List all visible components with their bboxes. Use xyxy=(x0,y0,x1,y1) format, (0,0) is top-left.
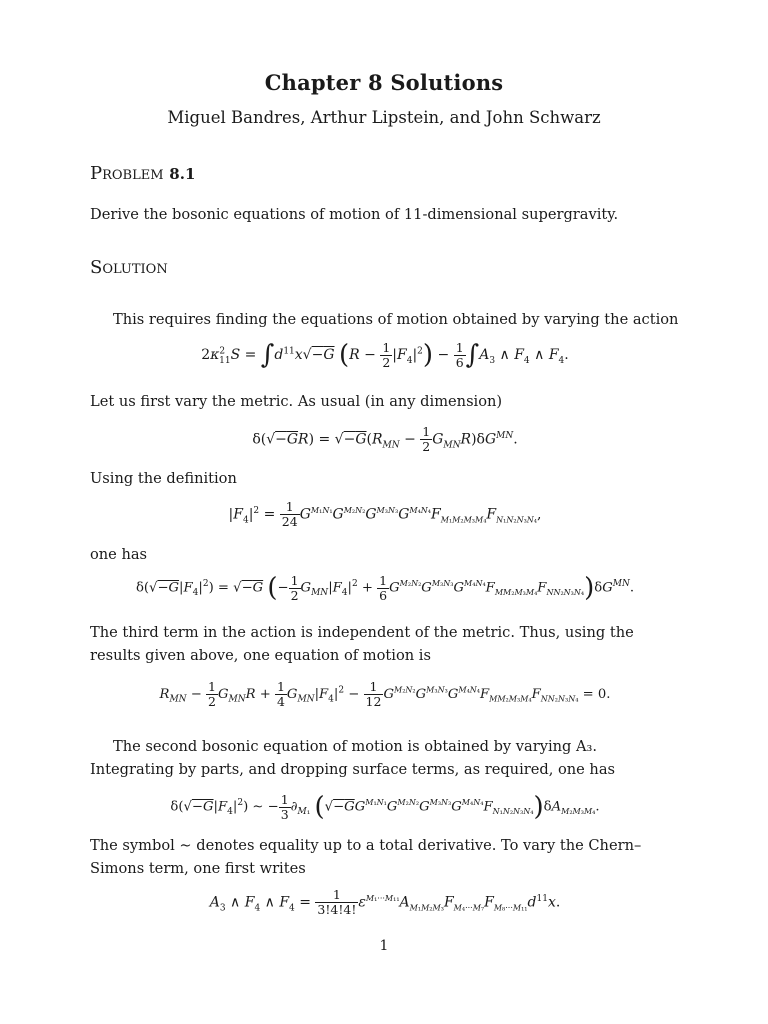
page-number: 1 xyxy=(379,938,389,954)
problem-statement: Derive the bosonic equations of motion of 11-dimensional supergravity. xyxy=(90,206,619,223)
paragraph-3: Using the definition xyxy=(90,470,237,487)
equation-metric-variation: $\delta(√-GR) = √-G(R_{MN}$ − $\frac{1}{2}$ $G_{MN}R)\delta G^{MN}$. xyxy=(252,424,518,454)
paragraph-5: The third term in the action is independent of the metric. Thus, using the results given above, one equation of motion is xyxy=(90,624,634,664)
solution-heading: Solution xyxy=(90,257,168,278)
problem-heading-label: Problem xyxy=(90,163,164,184)
paragraph-6: The second bosonic equation of motion is obtained by varying A₃. Integrating by parts, and dropping surface terms, as required, one has xyxy=(90,738,616,778)
equation-a3-variation: $\delta(√-G|F_4|^2)$ ∼ − $\frac{1}{3}$ $\partial_{M_1}$ $(√-GG^{M_1N_1}G^{M_2N_2}G^{M_3N_3}G^{M_4N_4}F_{N_1N_2N_3N_4})\delta A_{M_2M_3M_4}$. xyxy=(170,791,600,822)
problem-number: 8.1 xyxy=(169,165,196,183)
paragraph-1: This requires finding the equations of motion obtained by varying the action xyxy=(113,311,679,328)
equation-definition: $|F_4|^2$ = $\frac{1}{24}$ $G^{M_1N_1}G^{M_2N_2}G^{M_3N_3}G^{M_4N_4}F_{M_1M_2M_3M_4}F_{N_1N_2N_3N_4}$, xyxy=(228,499,542,529)
paragraph-2: Let us first vary the metric. As usual (in any dimension) xyxy=(90,393,503,410)
equation-motion-metric: $R_{MN}$ − $\frac{1}{2}$ $G_{MN}R$ + $\frac{1}{4}$ $G_{MN}|F_4|^2$ − $\frac{1}{12}$ $G^{M_2N_2}G^{M_3N_3}G^{M_4N_4}F_{MM_2M_3M_4}F_{NN_2N_3N_4} = 0$. xyxy=(159,679,611,709)
problem-heading xyxy=(90,163,195,184)
document-authors: Miguel Bandres, Arthur Lipstein, and John Schwarz xyxy=(167,108,601,127)
paragraph-7: The symbol ∼ denotes equality up to a total derivative. To vary the Chern–Simons term, one first writes xyxy=(90,837,642,877)
document-title: Chapter 8 Solutions xyxy=(264,70,504,95)
paragraph-4: one has xyxy=(90,546,148,563)
equation-action: $2\kappa^2_{11}S = \int d^{11}x√-G$ (R − $\frac{1}{2}$ $|F_4|^2$) − $\frac{1}{6}$ $\int A_3$ ∧ $F_4$ ∧ $F_4$. xyxy=(201,339,569,370)
equation-chern-simons: $A_3$ ∧ $F_4$ ∧ $F_4$ = $\frac{1}{3!4!4!}$ $\varepsilon^{M_1\cdot\cdot\cdot M_{11}}A_{M_1M_2M_3}F_{M_4\cdot\cdot\cdot M_7}F_{M_8\cdot\cdot\cdot M_{11}}d^{11}x$. xyxy=(209,887,561,917)
equation-f4-variation: $\delta(√-G|F_4|^2) = √-G$ (− $\frac{1}{2}$ $G_{MN}|F_4|^2$ + $\frac{1}{6}$ $G^{M_2N_2}G^{M_3N_3}G^{M_4N_4}F_{MM_2M_3M_4}F_{NN_2N_3N_4})\delta G^{MN}$. xyxy=(135,572,635,603)
